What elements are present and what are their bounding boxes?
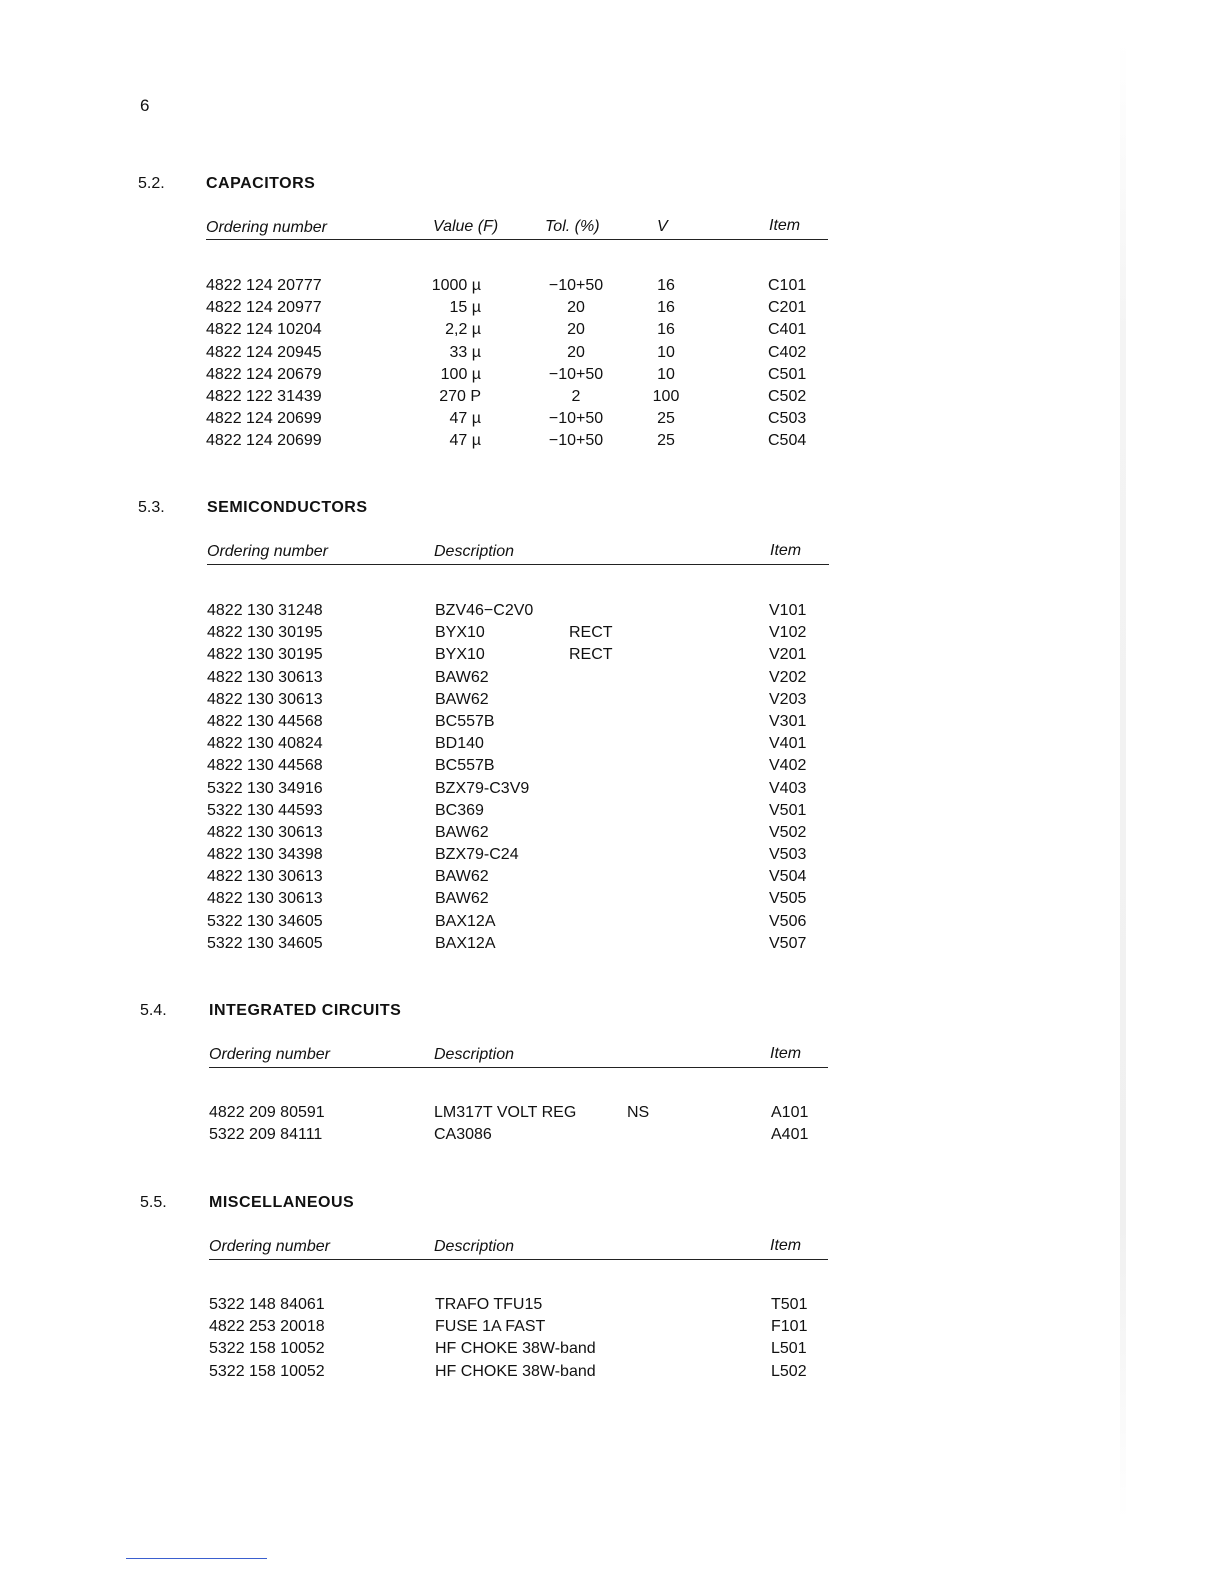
header-item: Item xyxy=(770,1237,802,1254)
scan-edge-shadow xyxy=(1120,40,1126,1520)
description: BZV46−C2V0 xyxy=(435,602,534,619)
item: C503 xyxy=(768,410,807,428)
description: HF CHOKE 38W-band xyxy=(435,1362,596,1380)
ordering-number: 4822 124 20679 xyxy=(206,365,322,383)
value: 270 P xyxy=(439,387,481,405)
description-suffix: NS xyxy=(627,1104,650,1121)
section-title-miscellaneous: MISCELLANEOUS xyxy=(209,1194,355,1211)
table-row xyxy=(207,800,827,822)
voltage: 16 xyxy=(657,277,675,294)
ordering-number: 5322 130 34605 xyxy=(207,912,323,930)
description: BAW62 xyxy=(435,823,489,841)
table-row xyxy=(209,1316,829,1338)
description: BAW62 xyxy=(435,668,489,686)
header-item: Item xyxy=(770,542,802,559)
value: 47 µ xyxy=(449,432,481,450)
table-row xyxy=(207,933,827,955)
header-description: Description xyxy=(434,1238,515,1255)
item: V202 xyxy=(769,668,807,686)
description: BC557B xyxy=(435,712,495,730)
ordering-number: 4822 124 20977 xyxy=(206,299,322,317)
header-rule xyxy=(209,1259,828,1260)
table-row xyxy=(206,342,826,364)
ordering-number: 4822 124 20699 xyxy=(206,410,322,428)
description: BYX10 xyxy=(435,624,485,642)
ordering-number: 4822 130 44568 xyxy=(207,757,323,775)
header-description: Description xyxy=(434,1046,515,1063)
description: BAW62 xyxy=(435,690,489,708)
header-tolerance: Tol. (%) xyxy=(545,218,600,235)
ordering-number: 4822 130 34398 xyxy=(207,846,323,864)
voltage: 16 xyxy=(657,321,675,339)
ordering-number: 5322 130 34605 xyxy=(207,934,323,952)
voltage: 16 xyxy=(657,299,675,317)
item: V403 xyxy=(769,779,807,797)
description-suffix: RECT xyxy=(569,646,613,664)
table-row xyxy=(206,408,826,430)
ordering-number: 4822 130 44568 xyxy=(207,712,323,730)
item: V506 xyxy=(769,912,807,930)
table-row xyxy=(207,667,827,689)
value: 33 µ xyxy=(449,343,481,361)
voltage: 25 xyxy=(657,410,675,428)
ordering-number: 4822 124 20945 xyxy=(206,343,322,361)
description: BZX79-C3V9 xyxy=(435,779,530,797)
ordering-number: 4822 130 30613 xyxy=(207,868,323,886)
ordering-number: 5322 148 84061 xyxy=(209,1296,325,1313)
value: 100 µ xyxy=(440,365,481,383)
table-row xyxy=(206,364,826,386)
table-row xyxy=(206,297,826,319)
item: V505 xyxy=(769,890,807,908)
item: C502 xyxy=(768,387,807,405)
table-row xyxy=(207,600,827,622)
ordering-number: 4822 124 10204 xyxy=(206,321,322,339)
header-item: Item xyxy=(769,217,801,234)
semiconductors-table xyxy=(207,600,827,955)
item: V102 xyxy=(769,624,807,642)
item: F101 xyxy=(771,1318,808,1336)
header-rule xyxy=(207,564,829,565)
header-rule xyxy=(206,239,828,240)
item: A401 xyxy=(771,1126,809,1144)
header-ordering-number: Ordering number xyxy=(209,1046,330,1063)
voltage: 10 xyxy=(657,365,675,383)
table-row xyxy=(207,622,827,644)
table-row xyxy=(207,644,827,666)
item: C501 xyxy=(768,365,807,383)
voltage: 25 xyxy=(657,432,675,450)
ordering-number: 4822 130 30613 xyxy=(207,890,323,908)
header-rule xyxy=(209,1067,828,1068)
header-ordering-number: Ordering number xyxy=(207,543,328,560)
header-item: Item xyxy=(770,1045,802,1062)
header-ordering-number: Ordering number xyxy=(206,219,327,236)
table-row xyxy=(209,1102,829,1124)
ordering-number: 5322 130 34916 xyxy=(207,779,323,797)
section-number-capacitors: 5.2. xyxy=(138,175,165,192)
section-number-miscellaneous: 5.5. xyxy=(140,1194,167,1211)
item: V504 xyxy=(769,868,807,886)
section-number-integrated-circuits: 5.4. xyxy=(140,1002,167,1019)
ordering-number: 4822 130 30613 xyxy=(207,823,323,841)
item: V201 xyxy=(769,646,807,664)
item: C504 xyxy=(768,432,807,450)
ordering-number: 4822 124 20699 xyxy=(206,432,322,450)
capacitors-table xyxy=(206,275,826,453)
ordering-number: 4822 130 40824 xyxy=(207,735,323,753)
item: A101 xyxy=(771,1104,809,1121)
tolerance: 20 xyxy=(567,343,585,361)
table-row xyxy=(207,888,827,910)
description: BC557B xyxy=(435,757,495,775)
table-row xyxy=(207,844,827,866)
ordering-number: 4822 122 31439 xyxy=(206,387,322,405)
table-row xyxy=(206,319,826,341)
ordering-number: 4822 130 30613 xyxy=(207,690,323,708)
item: V402 xyxy=(769,757,807,775)
integrated-circuits-table xyxy=(209,1102,829,1146)
description: LM317T VOLT REG xyxy=(434,1104,577,1121)
table-row xyxy=(206,430,826,452)
voltage: 10 xyxy=(657,343,675,361)
ordering-number: 4822 130 30195 xyxy=(207,624,323,642)
ordering-number: 4822 130 31248 xyxy=(207,602,323,619)
item: L501 xyxy=(771,1340,807,1358)
table-row xyxy=(207,733,827,755)
description: CA3086 xyxy=(434,1126,492,1144)
table-row xyxy=(207,866,827,888)
item: V503 xyxy=(769,846,807,864)
value: 2,2 µ xyxy=(445,321,481,339)
item: L502 xyxy=(771,1362,807,1380)
description: BAX12A xyxy=(435,934,496,952)
description-suffix: RECT xyxy=(569,624,613,642)
table-row xyxy=(207,711,827,733)
ordering-number: 4822 124 20777 xyxy=(206,277,322,294)
tolerance: 2 xyxy=(571,387,581,405)
ordering-number: 5322 158 10052 xyxy=(209,1362,325,1380)
table-row xyxy=(209,1338,829,1360)
ordering-number: 4822 130 30195 xyxy=(207,646,323,664)
tolerance: −10+50 xyxy=(548,432,604,450)
value: 15 µ xyxy=(449,299,481,317)
header-voltage: V xyxy=(657,218,668,235)
section-title-integrated-circuits: INTEGRATED CIRCUITS xyxy=(209,1002,402,1019)
ordering-number: 4822 253 20018 xyxy=(209,1318,325,1336)
tolerance: −10+50 xyxy=(548,410,604,428)
item: V101 xyxy=(769,602,807,619)
table-row xyxy=(209,1361,829,1383)
table-row xyxy=(207,778,827,800)
table-row xyxy=(206,275,826,297)
item: V203 xyxy=(769,690,807,708)
table-row xyxy=(207,689,827,711)
description: BAX12A xyxy=(435,912,496,930)
header-value: Value (F) xyxy=(433,218,499,235)
item: C401 xyxy=(768,321,807,339)
item: V301 xyxy=(769,712,807,730)
description: HF CHOKE 38W-band xyxy=(435,1340,596,1358)
item: V401 xyxy=(769,735,807,753)
table-row xyxy=(207,755,827,777)
tolerance: −10+50 xyxy=(548,365,604,383)
description: FUSE 1A FAST xyxy=(435,1318,546,1336)
item: V501 xyxy=(769,801,807,819)
table-row xyxy=(209,1294,829,1316)
voltage: 100 xyxy=(652,387,680,405)
miscellaneous-table xyxy=(209,1294,829,1383)
table-row xyxy=(209,1124,829,1146)
ordering-number: 4822 209 80591 xyxy=(209,1104,325,1121)
item: T501 xyxy=(771,1296,808,1313)
header-description: Description xyxy=(434,543,515,560)
ordering-number: 5322 158 10052 xyxy=(209,1340,325,1358)
section-number-semiconductors: 5.3. xyxy=(138,499,165,516)
header-ordering-number: Ordering number xyxy=(209,1238,330,1255)
section-title-capacitors: CAPACITORS xyxy=(206,175,316,192)
description: BD140 xyxy=(435,735,484,753)
tolerance: 20 xyxy=(567,321,585,339)
section-title-semiconductors: SEMICONDUCTORS xyxy=(207,499,368,516)
ordering-number: 5322 130 44593 xyxy=(207,801,323,819)
page-number: 6 xyxy=(140,96,150,115)
description: BAW62 xyxy=(435,890,489,908)
tolerance: −10+50 xyxy=(548,277,604,294)
item: V507 xyxy=(769,934,807,952)
table-row xyxy=(207,911,827,933)
description: TRAFO TFU15 xyxy=(435,1296,543,1313)
item: C402 xyxy=(768,343,807,361)
description: BC369 xyxy=(435,801,484,819)
item: V502 xyxy=(769,823,807,841)
item: C201 xyxy=(768,299,807,317)
description: BYX10 xyxy=(435,646,485,664)
ordering-number: 5322 209 84111 xyxy=(209,1126,323,1144)
item: C101 xyxy=(768,277,807,294)
footer-rule xyxy=(126,1558,267,1559)
tolerance: 20 xyxy=(567,299,585,317)
table-row xyxy=(207,822,827,844)
description: BAW62 xyxy=(435,868,489,886)
ordering-number: 4822 130 30613 xyxy=(207,668,323,686)
value: 1000 µ xyxy=(431,277,481,294)
value: 47 µ xyxy=(449,410,481,428)
description: BZX79-C24 xyxy=(435,846,519,864)
table-row xyxy=(206,386,826,408)
